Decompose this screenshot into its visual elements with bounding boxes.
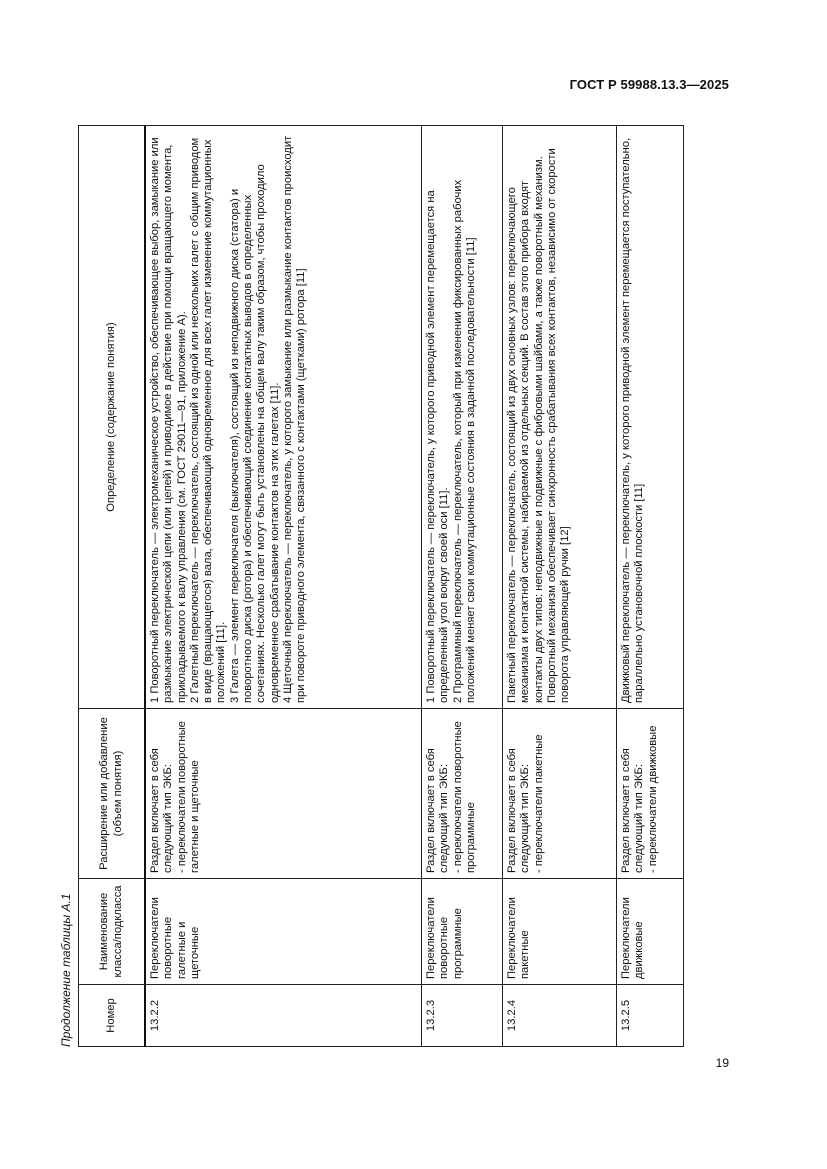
row-number: 13.2.5 xyxy=(617,985,684,1047)
definitions-table xyxy=(78,125,684,1047)
extension-line: Раздел включает в себя следующий тип ЭКБ: xyxy=(149,748,175,873)
row-name: Переключатели движковые xyxy=(617,879,684,985)
row-definition xyxy=(503,126,617,709)
row-name: Переключатели поворотные программные xyxy=(422,879,503,985)
definition-paragraph: 1 Поворотный переключатель — переключатель, у которого приводной элемент перемещается на определенный угол вокруг своей оси [11]. xyxy=(425,190,451,703)
extension-line: - переключатели движковые xyxy=(646,725,659,873)
definition-paragraph: 2 Программный переключатель — переключатель, который при изменении фиксированных рабочих положений меняет свои коммутационные состояния в заданной последовательности [11] xyxy=(451,179,477,703)
table-row xyxy=(617,126,684,1047)
table-header-row xyxy=(79,126,146,1047)
extension-line: - переключатели поворотные галетные и щеточные xyxy=(175,721,201,873)
table-row xyxy=(145,126,422,1047)
row-definition xyxy=(422,126,503,709)
header-definition: Определение (содержание понятия) xyxy=(79,126,146,709)
row-number: 13.2.3 xyxy=(422,985,503,1047)
header-name: Наименование класса/подкласса xyxy=(79,879,146,985)
table-caption: Продолжение таблицы А.1 xyxy=(59,893,73,1047)
table-row xyxy=(422,126,503,1047)
header-number: Номер xyxy=(79,985,146,1047)
definition-paragraph: Движковый переключатель — переключатель, у которого приводной элемент перемещается поступательно, параллельно установочной плоскости [11] xyxy=(620,137,646,703)
row-extension xyxy=(145,709,422,879)
page-number: 19 xyxy=(715,1056,729,1070)
row-name: Переключатели поворотные галетные и щеточные xyxy=(145,879,422,985)
definition-paragraph: 2 Галетный переключатель — переключатель, состоящий из одной или нескольких галет с общим приводом в виде (вращающегося) вала, обеспечивающий одновременное для всех галет изменение коммутационных положений [11]. xyxy=(188,137,228,703)
document-header: ГОСТ Р 59988.13.3—2025 xyxy=(569,77,729,92)
row-extension xyxy=(422,709,503,879)
extension-line: - переключатели поворотные программные xyxy=(451,721,477,873)
header-extension: Расширение или добавление (объем понятия) xyxy=(79,709,146,879)
definition-paragraph: 3 Галета — элемент переключателя (выключателя), состоящий из неподвижного диска (статора) и поворотного диска (ротора) и обеспечивающий соединение контактных выводов в определенных сочетаниях. Несколько галет могут быть установлены на общем валу таким образом, чтобы проходило одновременное срабатывание контактов на этих галетах [11]. xyxy=(228,164,281,703)
extension-line: Раздел включает в себя следующий тип ЭКБ: xyxy=(620,748,646,873)
definition-paragraph: Пакетный переключатель — переключатель, состоящий из двух основных узлов: переключающего механизма и контактной системы, набираемой из отдельных секций. В состав этого прибора входят контакты двух типов: неподвижные и подвижные с фибровыми шайбами, а также поворотный механизм. Поворотный механизм обеспечивает синхронность срабатывания всех контактов, независимо от скорости поворота управляющей ручки [12] xyxy=(506,148,572,703)
definition-paragraph: 4 Щеточный переключатель — переключатель, у которого замыкание или размыкание контактов происходит при повороте приводного элемента, связанного с контактами (щетками) ротора [11] xyxy=(281,135,308,703)
row-extension xyxy=(503,709,617,879)
row-definition xyxy=(145,126,422,709)
extension-line: Раздел включает в себя следующий тип ЭКБ: xyxy=(425,748,451,873)
definition-paragraph: 1 Поворотный переключатель — электромеханическое устройство, обеспечивающее выбор, замыкание или размыкание электрической цепи (или цепей) и приводимое в действие при помощи вращающего момента, прикладываемого к валу управления (см. ГОСТ 29011—91, приложение А). xyxy=(149,137,188,703)
rotated-table-page xyxy=(57,112,659,1047)
extension-line: - переключатели пакетные xyxy=(532,734,545,873)
row-number: 13.2.4 xyxy=(503,985,617,1047)
row-name: Переключатели пакетные xyxy=(503,879,617,985)
row-number: 13.2.2 xyxy=(145,985,422,1047)
row-definition xyxy=(617,126,684,709)
row-extension xyxy=(617,709,684,879)
table-row xyxy=(503,126,617,1047)
extension-line: Раздел включает в себя следующий тип ЭКБ: xyxy=(506,748,532,873)
